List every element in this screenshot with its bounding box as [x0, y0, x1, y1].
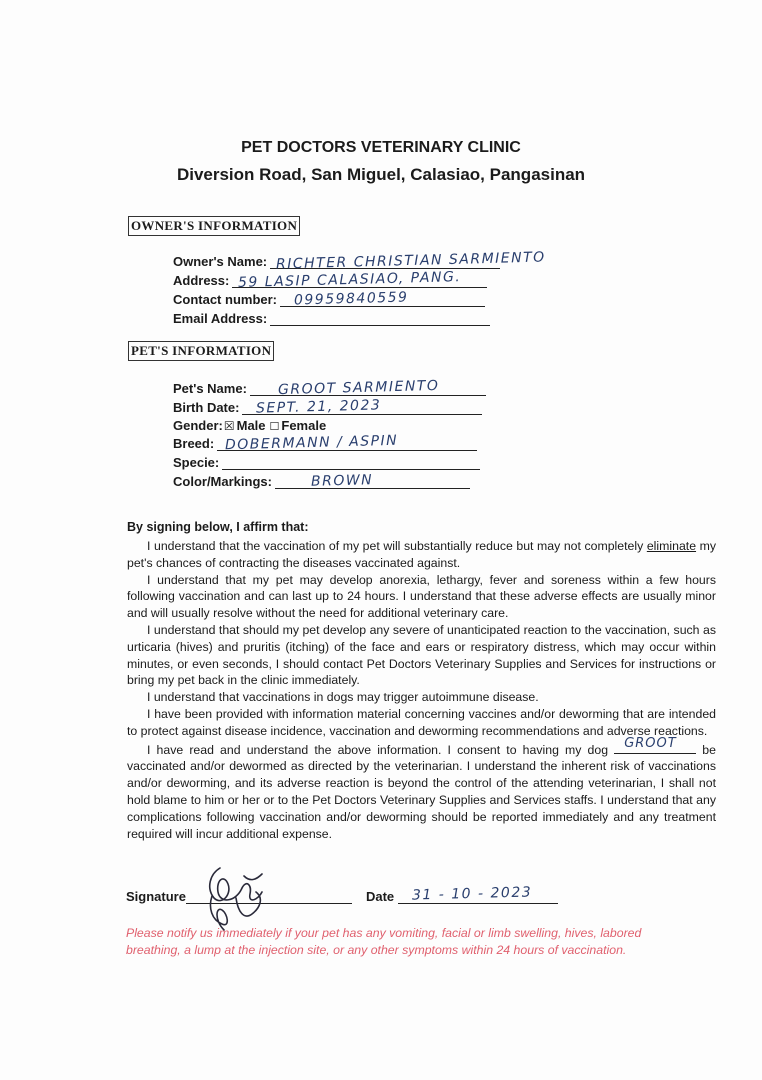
date-field[interactable] — [398, 884, 558, 904]
email-field[interactable] — [270, 310, 490, 326]
email-label: Email Address: — [173, 311, 268, 326]
owner-name-label: Owner's Name: — [173, 254, 268, 269]
specie-label: Specie: — [173, 455, 220, 470]
affirmation-paragraph: I have been provided with information material concerning vaccines and/or deworming that are intended to protect against disease incidence, vaccination and deworming recommendations and adverse reactions. — [127, 706, 716, 738]
pet-name-value: GROOT SARMIENTO — [277, 377, 440, 399]
breed-field[interactable] — [217, 432, 477, 454]
signature-label: Signature — [126, 889, 186, 904]
breed-label: Breed: — [173, 436, 215, 451]
owner-name-row — [173, 249, 547, 273]
color-field[interactable] — [275, 473, 470, 489]
gender-female-label: Female — [281, 418, 327, 433]
date-value: 31 - 10 - 2023 — [411, 884, 533, 904]
gender-male-label: Male — [236, 418, 266, 433]
gender-row — [173, 415, 326, 433]
clinic-name: PET DOCTORS VETERINARY CLINIC — [241, 139, 521, 156]
dog-name-value: GROOT — [624, 735, 677, 751]
dog-name-field[interactable] — [614, 735, 696, 754]
affirmation-text: I understand that the vaccination of my pet will substantially reduce but may not completely — [147, 539, 647, 553]
affirmation-paragraph: I understand that should my pet develop any severe of unanticipated reaction to the vaccination, such as urticaria (hives) and pruritis (itching) of the face and ears or respiratory distress, which may occur within minutes, or even seconds, I should contact Pet Doctors Veterinary Supplies and Services for instructions or bring my pet back in the clinic immediately. — [127, 622, 716, 688]
owner-section-title: OWNER'S INFORMATION — [128, 216, 300, 236]
affirmation-text: I have read and understand the above information. I consent to having my dog — [147, 742, 615, 757]
affirmation-underlined-word: eliminate — [646, 539, 697, 553]
pet-name-field[interactable] — [250, 377, 486, 399]
affirmation-paragraph — [127, 735, 716, 843]
affirmation-body — [127, 538, 716, 842]
color-label: Color/Markings: — [173, 474, 272, 489]
pet-name-row — [173, 377, 486, 399]
date-label: Date — [365, 889, 395, 904]
email-row — [173, 308, 490, 326]
clinic-address: Diversion Road, San Miguel, Calasiao, Pangasinan — [176, 165, 586, 184]
address-value: 59 LASIP CALASIAO, PANG. — [238, 269, 462, 291]
birth-date-field[interactable] — [242, 399, 482, 415]
contact-field[interactable] — [280, 291, 485, 307]
birth-date-value: SEPT. 21, 2023 — [256, 397, 382, 417]
specie-field[interactable] — [222, 454, 480, 470]
owner-name-value: RICHTER CHRISTIAN SARMIENTO — [275, 249, 547, 273]
signature-row — [126, 884, 558, 904]
address-row — [173, 269, 487, 291]
affirmation-paragraph: I understand that my pet may develop anorexia, lethargy, fever and soreness within a few hours following vaccination and can last up to 24 hours. I understand that these adverse effects are usually minor and will usually resolve without the need for additional veterinary care. — [127, 572, 716, 621]
breed-row — [173, 432, 477, 454]
gender-label: Gender: — [173, 418, 223, 433]
color-row — [173, 471, 470, 489]
owner-name-field[interactable] — [270, 249, 547, 273]
affirmation-text: my pet's chances of contracting the diseases vaccinated against. — [127, 539, 717, 570]
gender-female-checkbox[interactable]: ☐ — [269, 421, 280, 433]
address-label: Address: — [173, 273, 230, 288]
birth-date-label: Birth Date: — [173, 400, 240, 415]
notice-text: Please notify us immediately if your pet has any vomiting, facial or limb swelling, hives, labored breathing, a lump at the injection site, or any other symptoms within 24 hours of vaccination. — [126, 926, 642, 957]
pet-name-label: Pet's Name: — [173, 381, 247, 396]
affirmation-title: By signing below, I affirm that: — [127, 520, 309, 534]
pet-section-title: PET'S INFORMATION — [128, 341, 274, 361]
affirmation-text: be vaccinated and/or dewormed as directed by the veterinarian. I understand the inherent risk of vaccinations and/or deworming, and its adverse reaction is beyond the control of the attending veterinarian, I shall not hold blame to him or her or to the Pet Doctors Veterinary Supplies and Services staffs. I understand that any complications following vaccination and/or deworming should be reported immediately and any treatment required will incur additional expense. — [127, 742, 716, 841]
contact-label: Contact number: — [173, 292, 277, 307]
color-value: BROWN — [310, 472, 374, 490]
affirmation-paragraph — [127, 538, 716, 572]
specie-row — [173, 452, 480, 470]
address-field[interactable] — [232, 269, 487, 291]
birth-date-row — [173, 397, 482, 415]
contact-value: 09959840559 — [293, 289, 409, 309]
gender-male-checkbox[interactable]: ☒ — [223, 419, 235, 433]
affirmation-paragraph: I understand that vaccinations in dogs may trigger autoimmune disease. — [147, 690, 539, 705]
breed-value: DOBERMANN / ASPIN — [225, 432, 399, 454]
contact-row — [173, 289, 485, 307]
